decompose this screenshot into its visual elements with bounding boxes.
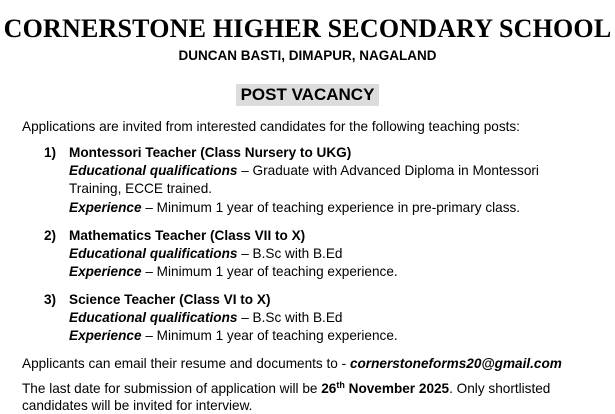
- experience-text: – Minimum 1 year of teaching experience.: [141, 264, 398, 279]
- email-instructions: [22, 355, 562, 372]
- deadline-prefix: The last date for submission of application will be: [22, 381, 322, 396]
- deadline-month-year: November 2025: [344, 381, 450, 396]
- post-qualification: [69, 309, 342, 327]
- experience-label: Experience: [69, 264, 142, 279]
- post-experience: [69, 263, 398, 281]
- experience-text: – Minimum 1 year of teaching experience.: [141, 328, 398, 343]
- contact-email: cornerstoneforms20@gmail.com: [349, 356, 562, 371]
- qualification-text: – B.Sc with B.Ed: [237, 310, 343, 325]
- intro-text: Applications are invited from interested candidates for the following teaching posts:: [22, 119, 520, 134]
- deadline-rest: . Only shortlisted: [449, 381, 551, 396]
- deadline-date: [321, 381, 449, 396]
- experience-text: – Minimum 1 year of teaching experience in pre-primary class.: [141, 200, 521, 215]
- qualification-label: Educational qualifications: [69, 163, 238, 178]
- school-address: DUNCAN BASTI, DIMAPUR, NAGALAND: [178, 48, 437, 63]
- deadline-paragraph: [22, 380, 550, 397]
- post-qualification: [69, 162, 539, 180]
- notice-title-wrap: [0, 84, 615, 106]
- qualification-label: Educational qualifications: [69, 246, 238, 261]
- post-number: 2): [44, 228, 57, 243]
- post-experience: [69, 199, 520, 217]
- experience-label: Experience: [69, 200, 142, 215]
- post-title: Mathematics Teacher (Class VII to X): [69, 228, 306, 243]
- deadline-line-2: candidates will be invited for interview.: [22, 398, 253, 413]
- deadline-day: 26: [321, 381, 337, 396]
- post-experience: [69, 327, 398, 345]
- qualification-text: – Graduate with Advanced Diploma in Montessori: [237, 163, 539, 178]
- post-number: 3): [44, 292, 57, 307]
- notice-title: POST VACANCY: [236, 84, 380, 106]
- school-name: CORNERSTONE HIGHER SECONDARY SCHOOL: [3, 14, 612, 43]
- email-instructions-text: Applicants can email their resume and documents to -: [22, 356, 350, 371]
- post-number: 1): [44, 145, 57, 160]
- qualification-label: Educational qualifications: [69, 310, 238, 325]
- experience-label: Experience: [69, 328, 142, 343]
- deadline-ordinal: th: [336, 380, 345, 390]
- post-title: Science Teacher (Class VI to X): [69, 292, 271, 307]
- qualification-text: – B.Sc with B.Ed: [237, 246, 343, 261]
- post-qualification: [69, 245, 342, 263]
- post-title: Montessori Teacher (Class Nursery to UKG): [69, 145, 352, 160]
- qualification-text-continued: Training, ECCE trained.: [69, 181, 213, 196]
